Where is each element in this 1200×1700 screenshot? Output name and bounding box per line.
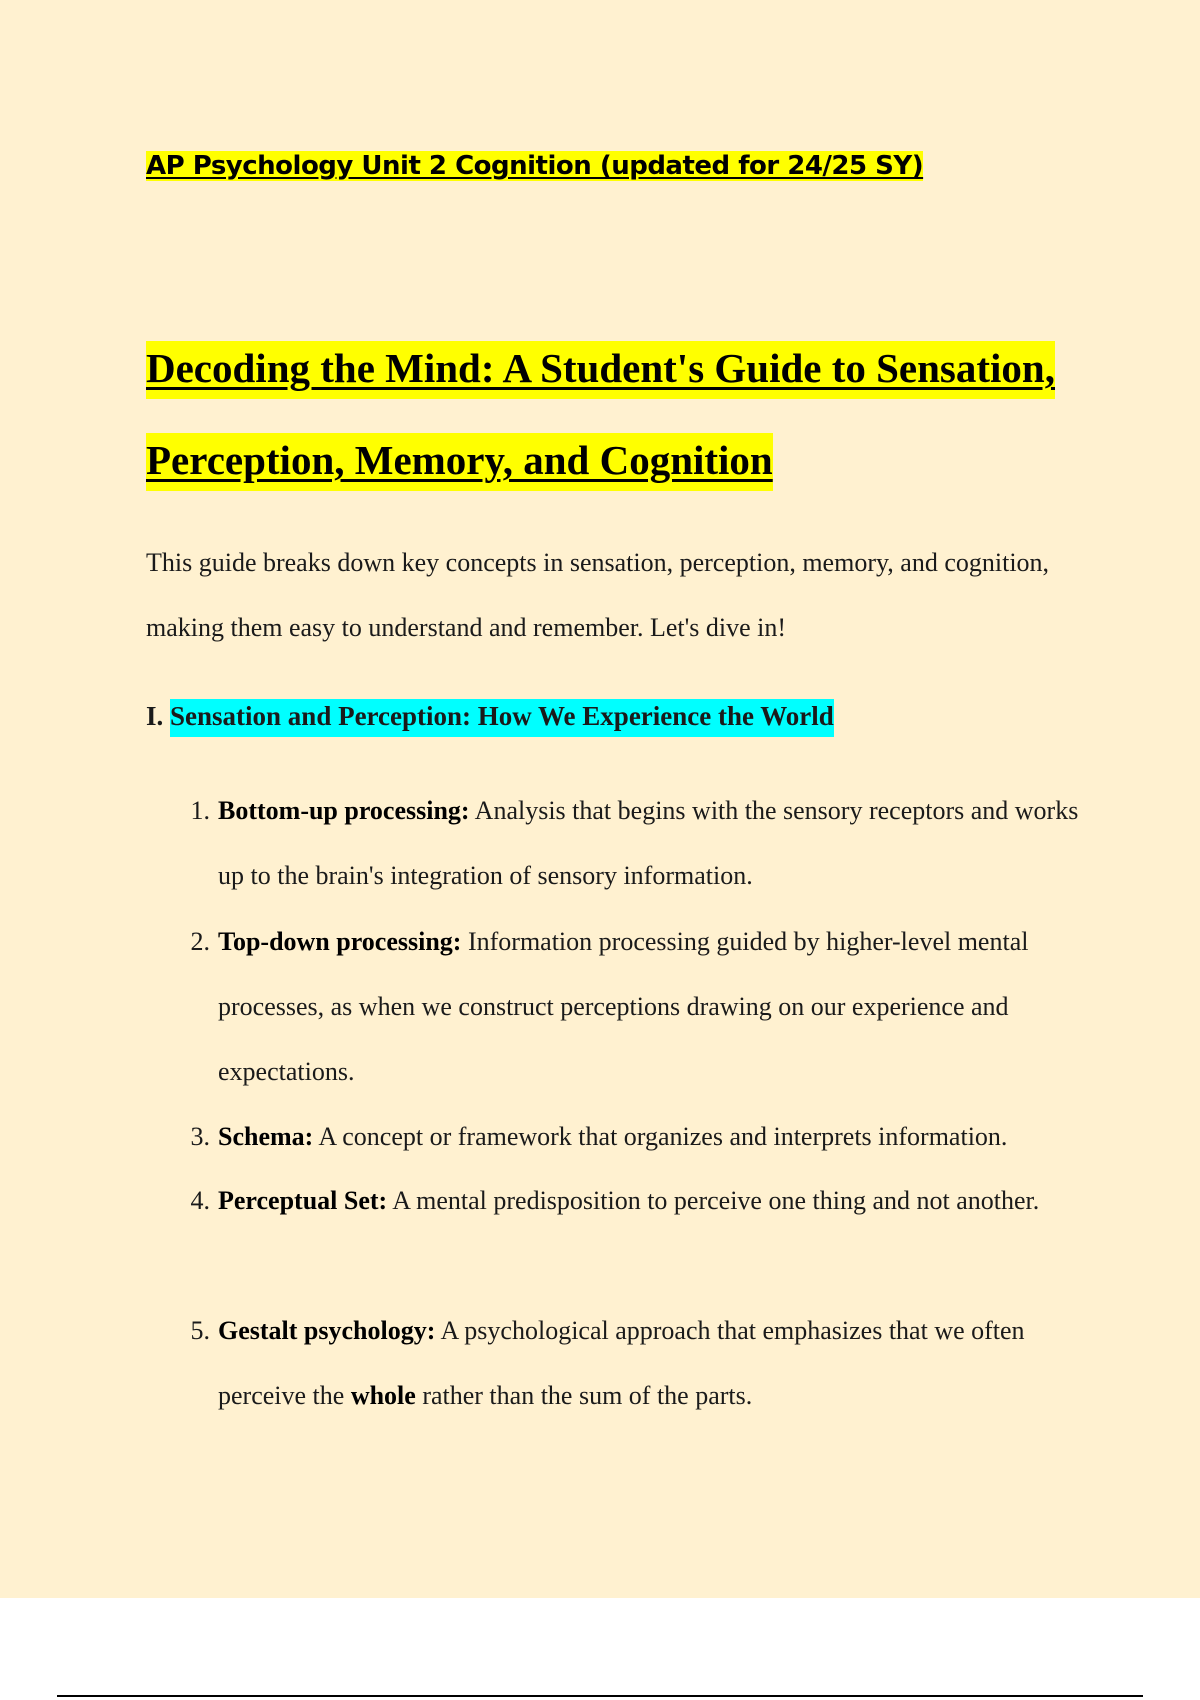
term-definition: A concept or framework that organizes and interprets information. [318, 1122, 1008, 1151]
main-title-line-1-text: Decoding the Mind: A Student's Guide to Sensation, [146, 341, 1055, 399]
term-definition-emphasis: whole [350, 1381, 416, 1410]
list-item-body [218, 909, 1080, 1104]
list-item [180, 909, 1080, 1104]
list-item-number: 4. [190, 1186, 210, 1215]
list-item-body [218, 1104, 1080, 1169]
term-label: Top-down processing: [218, 927, 462, 956]
term-definition: Analysis that begins with the sensory receptors and works up to the brain's integration of sensory information. [218, 796, 1079, 890]
term-label: Bottom-up processing: [218, 796, 470, 825]
list-item [180, 778, 1080, 908]
main-title [146, 322, 1106, 506]
list-item [180, 1168, 1080, 1233]
list-item-body [218, 778, 1080, 908]
main-title-line-2 [146, 414, 1106, 506]
list-item-number: 1. [190, 796, 210, 825]
main-title-line-2-text: Perception, Memory, and Cognition [146, 433, 773, 491]
term-definition: A mental predisposition to perceive one thing and not another. [392, 1186, 1040, 1215]
header-title-text: AP Psychology Unit 2 Cognition (updated for 24/25 SY) [146, 151, 924, 181]
intro-paragraph: This guide breaks down key concepts in sensation, perception, memory, and cognition, making them easy to understand and remember. Let's dive in! [146, 548, 1050, 642]
list-item-body [218, 1168, 1080, 1233]
term-label: Schema: [218, 1122, 314, 1151]
list-item-number: 3. [190, 1122, 210, 1151]
page-divider [57, 1695, 1143, 1697]
term-label: Gestalt psychology: [218, 1316, 436, 1345]
term-definition: Information processing guided by higher-level mental processes, as when we construct perceptions drawing on our experience and expectations. [218, 927, 1029, 1086]
document-header-title [146, 146, 923, 186]
list-item-body [218, 1298, 1080, 1428]
section-numeral: I. [146, 701, 164, 731]
term-definition-before: A psychological approach that emphasizes that we often perceive the [218, 1316, 1025, 1410]
main-title-line-1 [146, 322, 1106, 414]
list-item-number: 2. [190, 927, 210, 956]
term-label: Perceptual Set: [218, 1186, 388, 1215]
section-heading [146, 694, 834, 738]
list-item [180, 1298, 1080, 1428]
list-item [180, 1104, 1080, 1169]
list-item-number: 5. [190, 1316, 210, 1345]
term-definition-after: rather than the sum of the parts. [422, 1381, 753, 1410]
section-title: Sensation and Perception: How We Experience the World [170, 699, 834, 737]
